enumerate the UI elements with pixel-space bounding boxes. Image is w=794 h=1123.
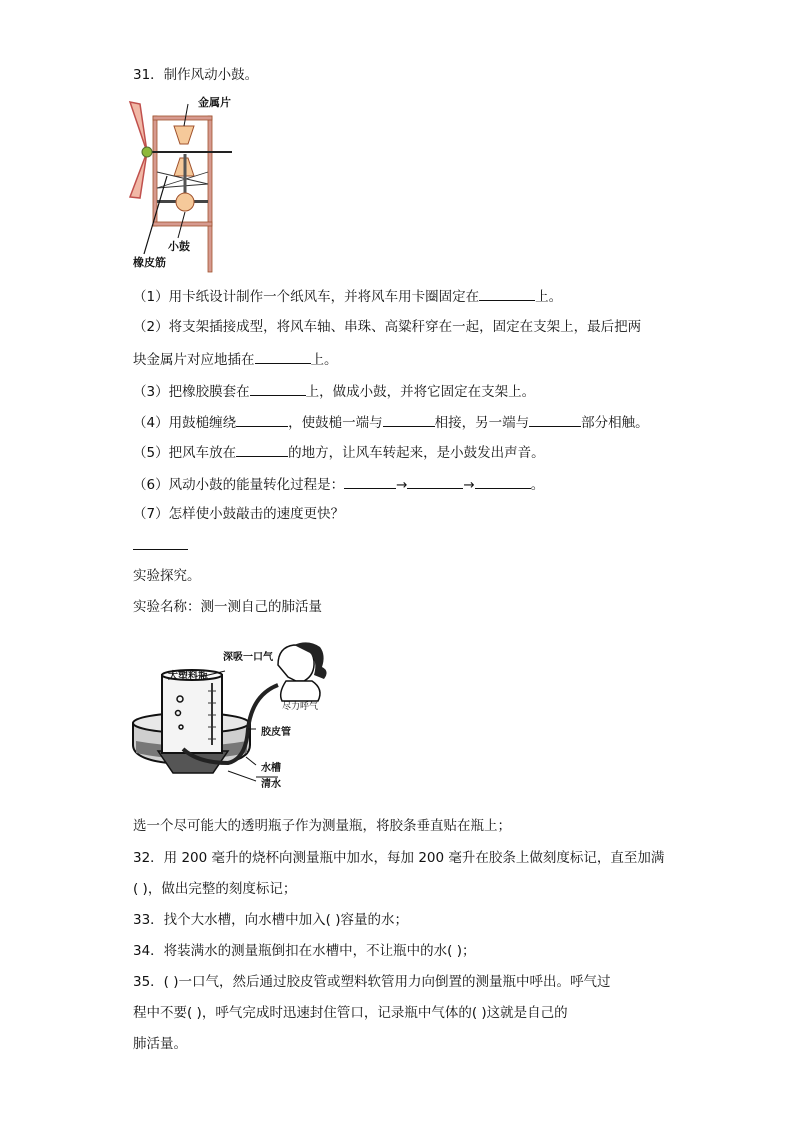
q31-item-4-b: ，使鼓槌一端与 bbox=[288, 415, 383, 431]
q31-item-2-cont bbox=[133, 349, 338, 369]
q31-item-7: （7）怎样使小鼓敲击的速度更快？ bbox=[133, 506, 345, 522]
frame-right-post bbox=[208, 116, 212, 272]
blank bbox=[236, 412, 288, 427]
q31-item-4 bbox=[133, 412, 649, 432]
q34: 34．将装满水的测量瓶倒扣在水槽中，不让瓶中的水( )； bbox=[133, 943, 476, 959]
experiment-heading: 实验探究。 bbox=[133, 568, 201, 584]
blank bbox=[475, 474, 531, 489]
q32-line-2: ( )，做出完整的刻度标记； bbox=[133, 881, 297, 897]
wind-drum-figure bbox=[122, 92, 252, 274]
q31-item-5 bbox=[133, 442, 545, 462]
q31-item-1 bbox=[133, 286, 562, 306]
blank bbox=[383, 412, 435, 427]
drum bbox=[176, 193, 194, 211]
blank bbox=[344, 474, 396, 489]
q35-line-1: 35．( )一口气，然后通过胶皮管或塑料软管用力向倒置的测量瓶中呼出。呼气过 bbox=[133, 974, 611, 990]
pointer-tank bbox=[246, 757, 256, 765]
q31-title: 31．制作风动小鼓。 bbox=[133, 67, 259, 83]
q33: 33．找个大水槽，向水槽中加入( )容量的水； bbox=[133, 912, 409, 928]
pinwheel-blade-top bbox=[130, 102, 147, 152]
bead bbox=[142, 147, 152, 157]
frame-left-post bbox=[153, 116, 157, 226]
blank bbox=[236, 442, 288, 457]
label-deep-breath: 深吸一口气 bbox=[223, 652, 273, 663]
blank bbox=[529, 412, 581, 427]
blank bbox=[250, 381, 306, 396]
blank bbox=[479, 286, 535, 301]
q31-item-5-text: （5）把风车放在 bbox=[133, 445, 237, 461]
label-rubber-tube: 胶皮管 bbox=[261, 727, 291, 738]
label-metal-piece: 金属片 bbox=[198, 96, 231, 109]
q31-item-3 bbox=[133, 381, 535, 401]
metal-piece-top bbox=[174, 126, 194, 144]
label-plastic-bottle: 大塑料瓶 bbox=[168, 671, 208, 682]
q31-item-6-end: 。 bbox=[530, 477, 545, 493]
person-shoulder bbox=[281, 681, 320, 701]
q31-item-1-text: （1）用卡纸设计制作一个纸风车，并将风车用卡圈固定在 bbox=[133, 289, 480, 305]
q31-item-1-tail: 上。 bbox=[535, 289, 563, 305]
q32-line-1: 32．用 200 毫升的烧杯向测量瓶中加水，每加 200 毫升在胶条上做刻度标记，直至加满 bbox=[133, 850, 665, 866]
label-water-tank: 水槽 bbox=[261, 763, 281, 774]
frame-top-bar bbox=[153, 116, 212, 120]
q31-item-2-cont-tail: 上。 bbox=[310, 352, 338, 368]
q31-item-6 bbox=[133, 474, 544, 494]
experiment-intro: 选一个尽可能大的透明瓶子作为测量瓶，将胶条垂直贴在瓶上； bbox=[133, 818, 511, 834]
q35-line-2: 程中不要( )，呼气完成时迅速封住管口，记录瓶中气体的( )这就是自己的 bbox=[133, 1005, 568, 1021]
blank bbox=[255, 349, 311, 364]
q35-line-3: 肺活量。 bbox=[133, 1036, 187, 1052]
arrow: → bbox=[396, 477, 408, 493]
label-drum: 小鼓 bbox=[168, 240, 190, 253]
answer-line bbox=[133, 549, 188, 550]
q31-item-4-c: 相接，另一端与 bbox=[434, 415, 530, 431]
pointer-water bbox=[228, 771, 256, 781]
q31-item-4-a: （4）用鼓槌缠绕 bbox=[133, 415, 237, 431]
q31-item-2-cont-text: 块金属片对应地插在 bbox=[133, 352, 255, 368]
q31-item-5-tail: 的地方，让风车转起来，是小鼓发出声音。 bbox=[288, 445, 545, 461]
pinwheel-blade-bottom bbox=[130, 152, 147, 198]
label-exhale: 尽力呼气 bbox=[282, 702, 319, 712]
label-rubber-band: 橡皮筋 bbox=[133, 256, 166, 269]
q31-item-2: （2）将支架插接成型，将风车轴、串珠、高粱秆穿在一起，固定在支架上，最后把两 bbox=[133, 319, 642, 335]
pointer-metal bbox=[184, 104, 188, 126]
label-clear-water: 清水 bbox=[261, 779, 281, 790]
experiment-name: 实验名称：测一测自己的肺活量 bbox=[133, 599, 322, 615]
q31-item-6-text: （6）风动小鼓的能量转化过程是： bbox=[133, 477, 345, 493]
lung-capacity-figure bbox=[128, 633, 338, 793]
arrow: → bbox=[463, 477, 475, 493]
blank bbox=[407, 474, 463, 489]
q31-item-3-tail: 上，做成小鼓，并将它固定在支架上。 bbox=[305, 384, 536, 400]
q31-item-3-text: （3）把橡胶膜套在 bbox=[133, 384, 250, 400]
q31-item-4-d: 部分相触。 bbox=[581, 415, 649, 431]
